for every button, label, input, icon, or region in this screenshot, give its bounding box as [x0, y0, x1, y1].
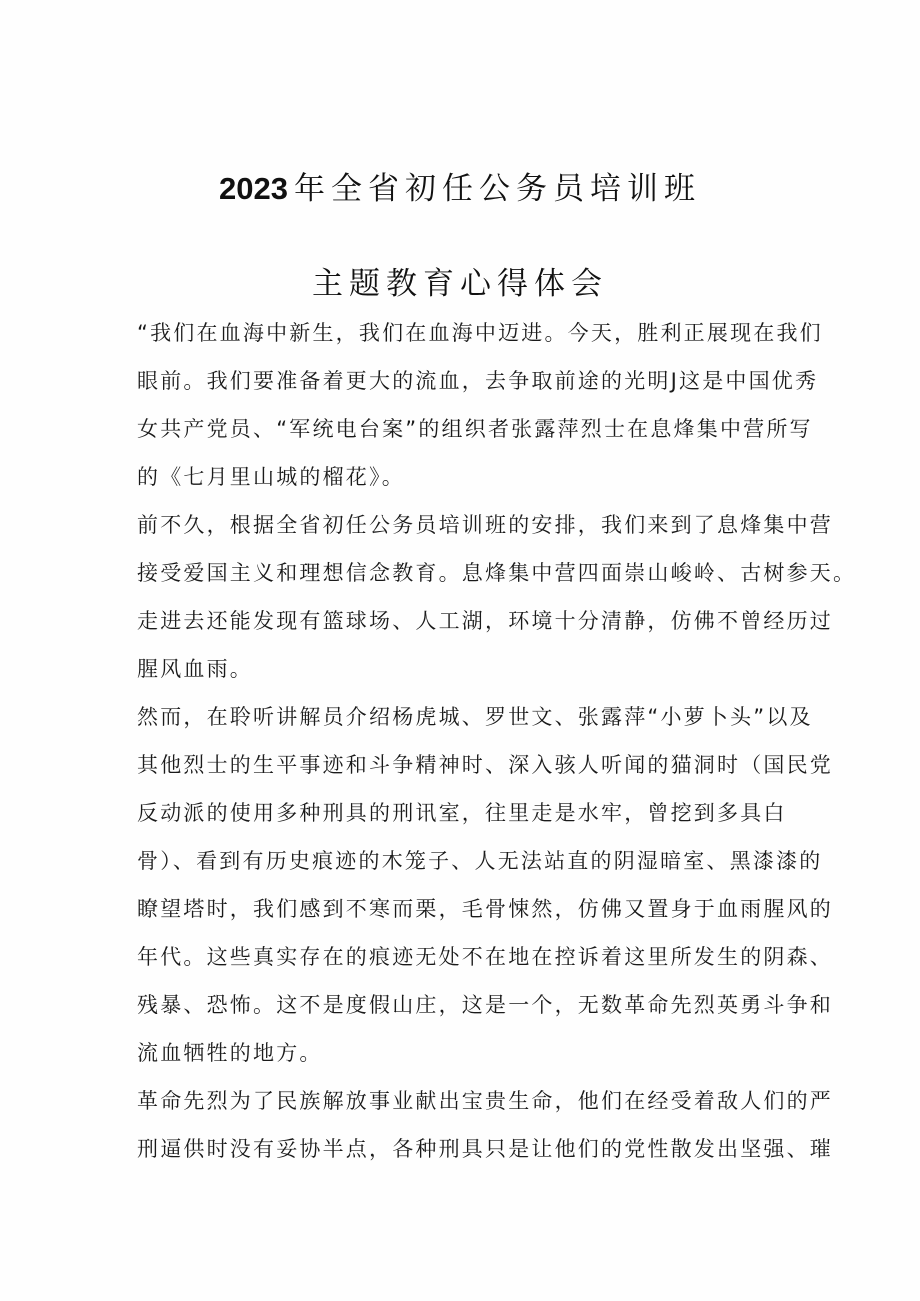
paragraph-3 — [137, 693, 833, 1077]
text-line: 腥风血雨。 — [137, 657, 253, 681]
document-subtitle: 主题教育心得体会 — [312, 265, 608, 302]
text-line: 的《七月里山城的榴花》。 — [137, 465, 405, 489]
title-year: 2023 — [219, 170, 288, 206]
text-line: 接受爱国主义和理想信念教育。息烽集中营四面崇山峻岭、古树参天。 — [137, 561, 857, 585]
text-line: 年代。这些真实存在的痕迹无处不在地在控诉着这里所发生的阴森、 — [137, 945, 833, 969]
text-line: “我们在血海中新生，我们在血海中迈进。今天，胜利正展现在我们 — [137, 321, 823, 345]
text-line: 然而，在聆听讲解员介绍杨虎城、罗世文、张露萍“小萝卜头”以及 — [137, 705, 813, 729]
text-line: 前不久，根据全省初任公务员培训班的安排，我们来到了息烽集中营 — [137, 513, 833, 537]
text-line: 残暴、恐怖。这不是度假山庄，这是一个，无数革命先烈英勇斗争和 — [137, 993, 833, 1017]
paragraph-4 — [137, 1077, 833, 1173]
text-line: 眼前。我们要准备着更大的流血，去争取前途的光明J这是中国优秀 — [137, 369, 819, 393]
text-line: 流血牺牲的地方。 — [137, 1041, 323, 1065]
document-body — [137, 309, 857, 1173]
text-line: 骨）、看到有历史痕迹的木笼子、人无法站直的阴湿暗室、黑漆漆的 — [137, 849, 823, 873]
document-title — [0, 169, 920, 209]
text-line: 革命先烈为了民族解放事业献出宝贵生命，他们在经受着敌人们的严 — [137, 1089, 833, 1113]
title-text: 年全省初任公务员培训班 — [293, 170, 701, 207]
paragraph-2 — [137, 501, 857, 693]
text-line: 反动派的使用多种刑具的刑讯室，往里走是水牢，曾挖到多具白 — [137, 801, 787, 825]
paragraph-1 — [137, 309, 823, 501]
text-line: 走进去还能发现有篮球场、人工湖，环境十分清静，仿佛不曾经历过 — [137, 609, 833, 633]
text-line: 刑逼供时没有妥协半点，各种刑具只是让他们的党性散发出坚强、璀 — [137, 1137, 833, 1161]
text-line: 瞭望塔时，我们感到不寒而栗，毛骨悚然，仿佛又置身于血雨腥风的 — [137, 897, 833, 921]
text-line: 女共产党员、“军统电台案”的组织者张露萍烈士在息烽集中营所写 — [137, 417, 813, 441]
text-line: 其他烈士的生平事迹和斗争精神时、深入骇人听闻的猫洞时（国民党 — [137, 753, 833, 777]
